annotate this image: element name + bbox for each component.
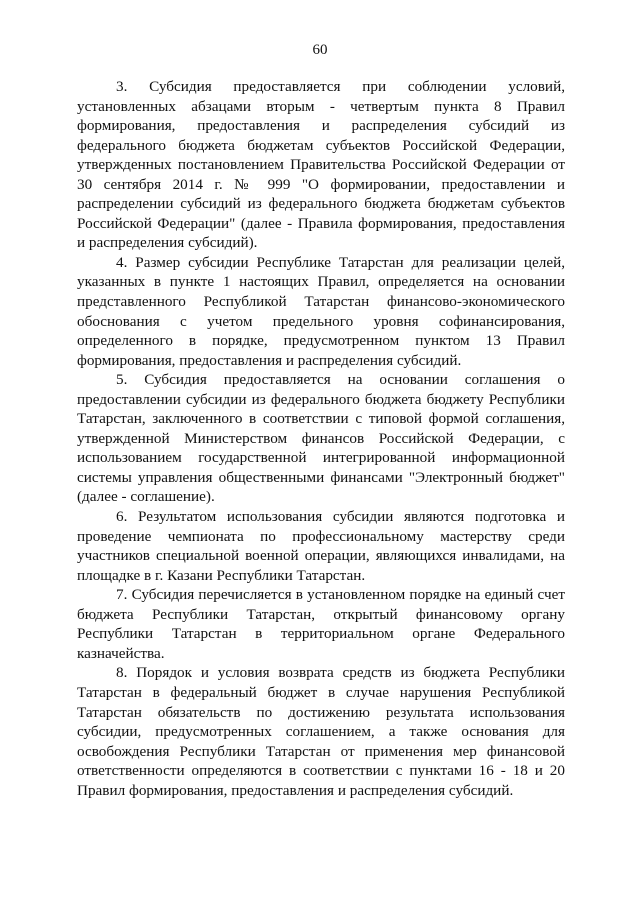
paragraph-5: 5. Субсидия предоставляется на основании соглашения о предоставлении субсидии из федерального бюджета бюджету Республики Татарстан, заключенного в соответствии с типовой формой соглашения, утвержденной Министерством финансов Российской Федерации, с использованием государственной интегрированной информационной системы управления общественными финансами "Электронный бюджет" (далее - соглашение).	[77, 371, 565, 506]
paragraph-4: 4. Размер субсидии Республике Татарстан для реализации целей, указанных в пункте 1 настоящих Правил, определяется на основании представленного Республикой Татарстан финансово-экономического обоснования с учетом предельного уровня софинансирования, определенного в порядке, предусмотренном пунктом 13 Правил формирования, предоставления и распределения субсидий.	[77, 253, 565, 369]
paragraph-6: 6. Результатом использования субсидии являются подготовка и проведение чемпионата по профессиональному мастерству среди участников специальной военной операции, являющихся инвалидами, на площадке в г. Казани Республики Татарстан.	[77, 508, 565, 584]
document-body	[77, 77, 565, 800]
paragraph-7: 7. Субсидия перечисляется в установленном порядке на единый счет бюджета Республики Татарстан, открытый финансовому органу Республики Татарстан в территориальном органе Федерального казначейства.	[77, 586, 565, 662]
paragraph-8: 8. Порядок и условия возврата средств из бюджета Республики Татарстан в федеральный бюджет в случае нарушения Республикой Татарстан обязательств по достижению результата использования субсидии, предусмотренных соглашением, а также основания для освобождения Республики Татарстан от применения мер финансовой ответственности определяются в соответствии с пунктами 16 - 18 и 20 Правил формирования, предоставления и распределения субсидий.	[77, 664, 565, 799]
page-number: 60	[312, 42, 328, 58]
paragraph-3: 3. Субсидия предоставляется при соблюдении условий, установленных абзацами вторым - четвертым пункта 8 Правил формирования, предоставления и распределения субсидий из федерального бюджета бюджетам субъектов Российской Федерации, утвержденных постановлением Правительства Российской Федерации от 30 сентября 2014 г. № 999 "О формировании, предоставлении и распределении субсидий из федерального бюджета бюджетам субъектов Российской Федерации" (далее - Правила формирования, предоставления и распределения субсидий).	[77, 78, 565, 252]
